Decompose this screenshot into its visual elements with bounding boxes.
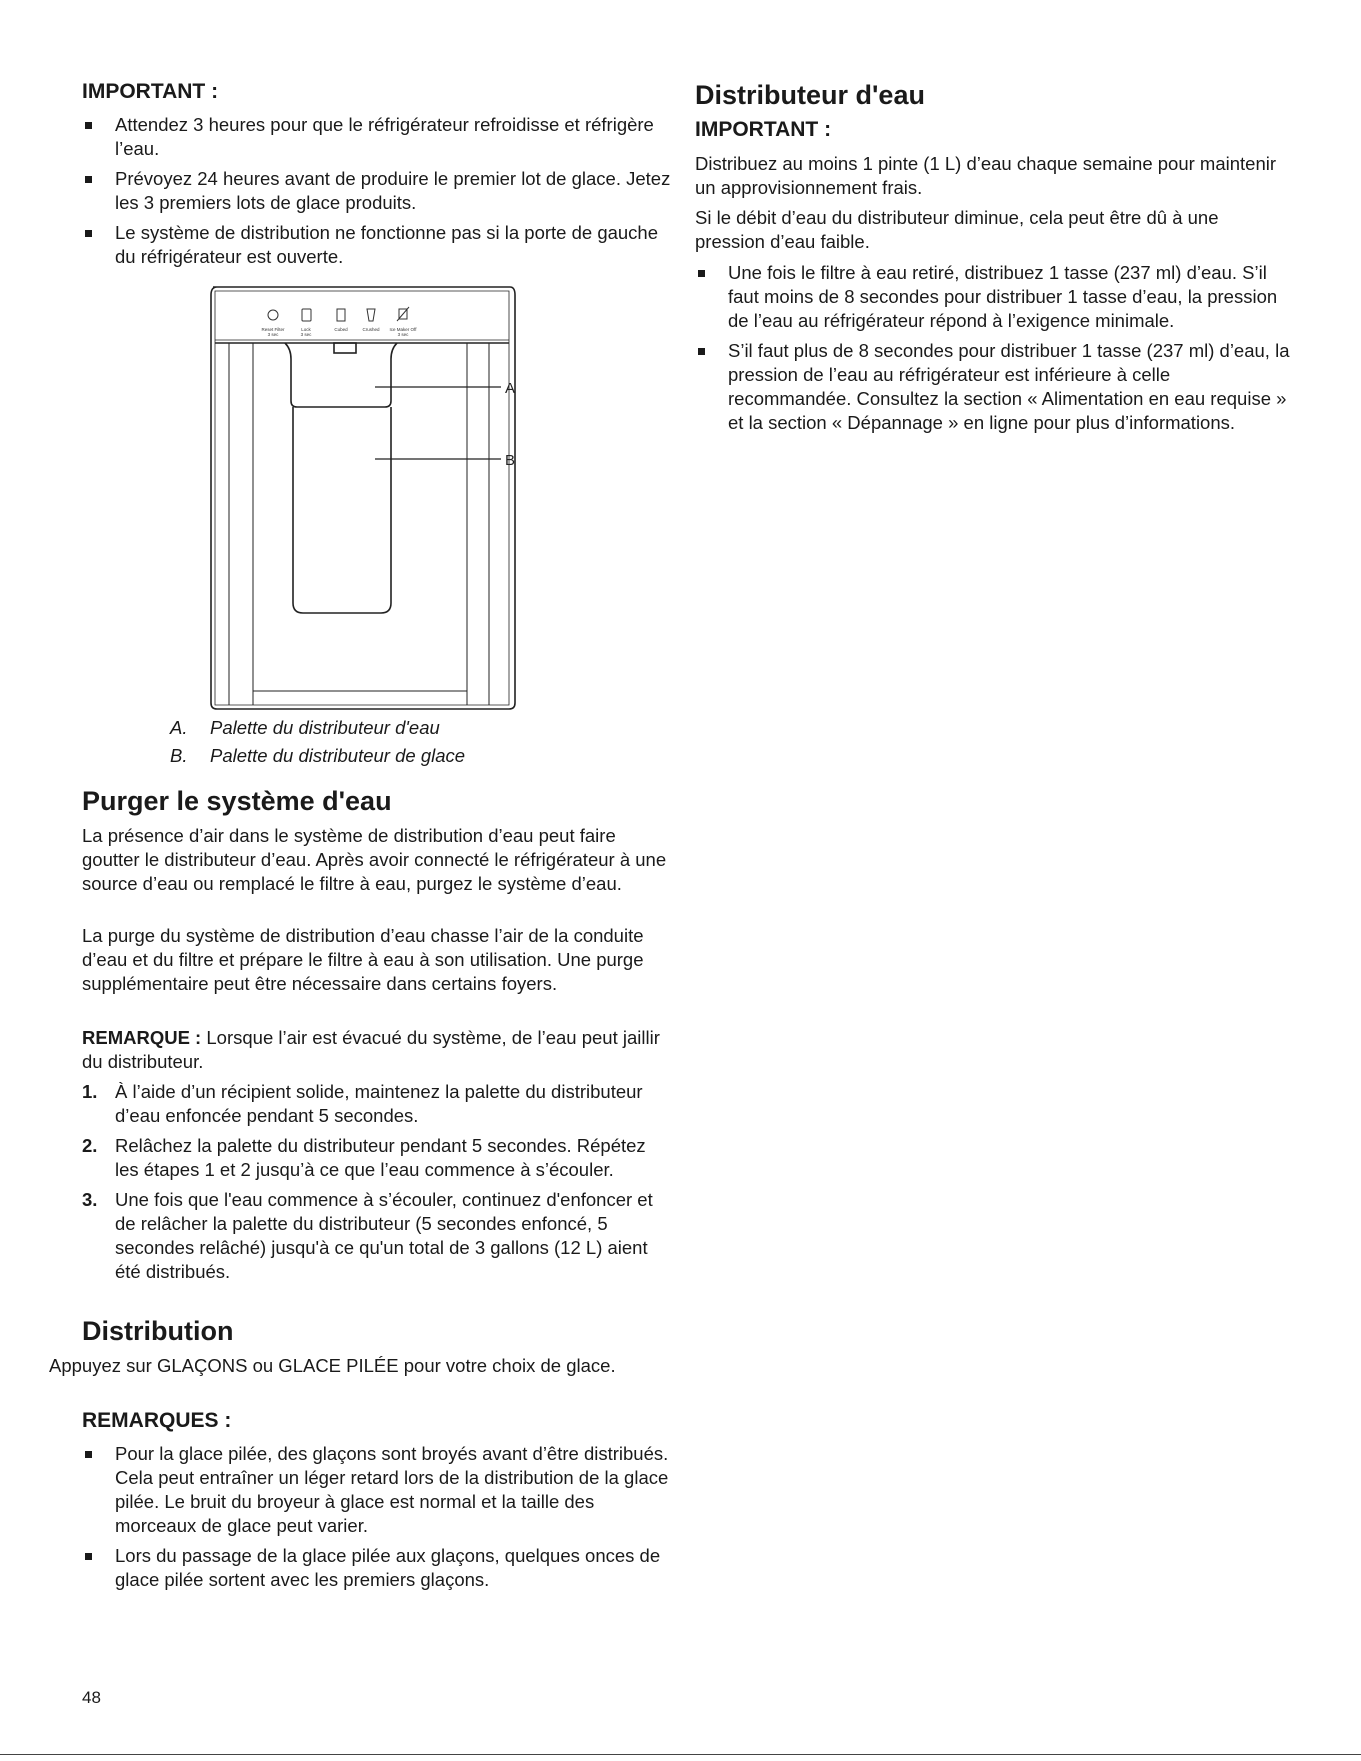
- lock-sublabel: 3 sec: [300, 332, 312, 337]
- list-item: 2. Relâchez la palette du distributeur pendant 5 secondes. Répétez les étapes 1 et 2 jusqu’à ce que l’eau commence à s’écouler.: [82, 1135, 646, 1180]
- list-item: Prévoyez 24 heures avant de produire le premier lot de glace. Jetez les 3 premiers lots de glace produits.: [82, 167, 672, 215]
- important-label-right: IMPORTANT :: [695, 118, 832, 141]
- list-item: Le système de distribution ne fonctionne pas si la porte de gauche du réfrigérateur est ouverte.: [82, 221, 672, 269]
- cubed-icon[interactable]: [337, 309, 345, 321]
- ice-maker-off-sublabel: 3 sec: [397, 332, 409, 337]
- remarque-label: REMARQUE :: [82, 1027, 202, 1048]
- dispenser-illustration: [205, 283, 575, 713]
- bullet-icon: [85, 176, 92, 183]
- caption-b: B. Palette du distributeur de glace: [170, 745, 466, 766]
- water-list: [695, 261, 1295, 435]
- ice-maker-off-label: Ice Maker Off: [389, 327, 417, 332]
- water-paragraph-1: Distribuez au moins 1 pinte (1 L) d’eau chaque semaine pour maintenir un approvisionnement frais.: [695, 153, 1277, 198]
- reset-filter-icon[interactable]: [268, 310, 278, 320]
- list-item: Une fois le filtre à eau retiré, distribuez 1 tasse (237 ml) d’eau. S’il faut moins de 8 secondes pour distribuer 1 tasse d’eau, la pression de l’eau au réfrigérateur répond à l’exigence minimale.: [695, 261, 1295, 333]
- list-item: S’il faut plus de 8 secondes pour distribuer 1 tasse (237 ml) d’eau, la pression de l’eau au réfrigérateur est inférieure à celle recommandée. Consultez la section « Alimentation en eau requise » et la section « Dépannage » en ligne pour plus d’informations.: [695, 339, 1295, 435]
- page-number: 48: [82, 1688, 101, 1707]
- water-paragraph-2: Si le débit d’eau du distributeur diminue, cela peut être dû à une pression d’eau faible.: [695, 207, 1219, 252]
- distribution-text: Appuyez sur GLAÇONS ou GLACE PILÉE pour votre choix de glace.: [49, 1355, 616, 1376]
- crushed-icon[interactable]: [367, 309, 375, 321]
- bullet-icon: [85, 1451, 92, 1458]
- crushed-label: Crushed: [362, 327, 380, 332]
- ice-maker-off-icon[interactable]: [397, 307, 409, 321]
- callout-b: B: [505, 452, 516, 469]
- dispenser-diagram: [205, 283, 575, 713]
- bullet-icon: [698, 348, 705, 355]
- purge-steps: [82, 1080, 672, 1284]
- remarques-list: [82, 1442, 672, 1592]
- distribution-heading: Distribution: [82, 1316, 234, 1346]
- caption-a: A. Palette du distributeur d'eau: [170, 717, 440, 738]
- purge-heading: Purger le système d'eau: [82, 786, 392, 816]
- purge-paragraph-1: La présence d’air dans le système de distribution d’eau peut faire goutter le distributeur d’eau. Après avoir connecté le réfrigérateur à une source d’eau ou remplacé le filtre à eau, purgez le système d’eau.: [82, 825, 667, 894]
- reset-filter-label: Reset Filter: [261, 327, 285, 332]
- remarques-label: REMARQUES :: [82, 1409, 232, 1432]
- lock-icon[interactable]: [302, 309, 311, 321]
- list-item: Lors du passage de la glace pilée aux glaçons, quelques onces de glace pilée sortent avec les premiers glaçons.: [82, 1544, 672, 1592]
- callout-a: A: [505, 380, 516, 397]
- lock-label: Lock: [301, 327, 311, 332]
- reset-filter-sublabel: 3 sec: [267, 332, 279, 337]
- important-label: IMPORTANT :: [82, 80, 219, 103]
- list-item: Attendez 3 heures pour que le réfrigérateur refroidisse et réfrigère l’eau.: [82, 113, 672, 161]
- list-item: 1. À l’aide d’un récipient solide, maintenez la palette du distributeur d’eau enfoncée pendant 5 secondes.: [82, 1081, 643, 1126]
- important-list: [82, 113, 672, 269]
- water-dispenser-heading: Distributeur d'eau: [695, 80, 925, 110]
- bullet-icon: [85, 122, 92, 129]
- list-item: 3. Une fois que l'eau commence à s’écouler, continuez d'enfoncer et de relâcher la palette du distributeur (5 secondes enfoncé, 5 secondes relâché) jusqu'à ce qu'un total de 3 gallons (12 L) aient été distribués.: [82, 1189, 653, 1282]
- purge-paragraph-2: La purge du système de distribution d’eau chasse l’air de la conduite d’eau et du filtre et prépare le filtre à eau à son utilisation. Une purge supplémentaire peut être nécessaire dans certains foyers.: [82, 925, 644, 994]
- bottom-rule: [0, 1754, 1361, 1755]
- list-item: Pour la glace pilée, des glaçons sont broyés avant d’être distribués. Cela peut entraîner un léger retard lors de la distribution de la glace pilée. Le bruit du broyeur à glace est normal et la taille des morceaux de glace peut varier.: [82, 1442, 672, 1538]
- cubed-label: Cubed: [334, 327, 348, 332]
- remarque-note: REMARQUE : Lorsque l’air est évacué du système, de l’eau peut jaillir du distributeur.: [82, 1027, 660, 1072]
- bullet-icon: [85, 1553, 92, 1560]
- bullet-icon: [85, 230, 92, 237]
- bullet-icon: [698, 270, 705, 277]
